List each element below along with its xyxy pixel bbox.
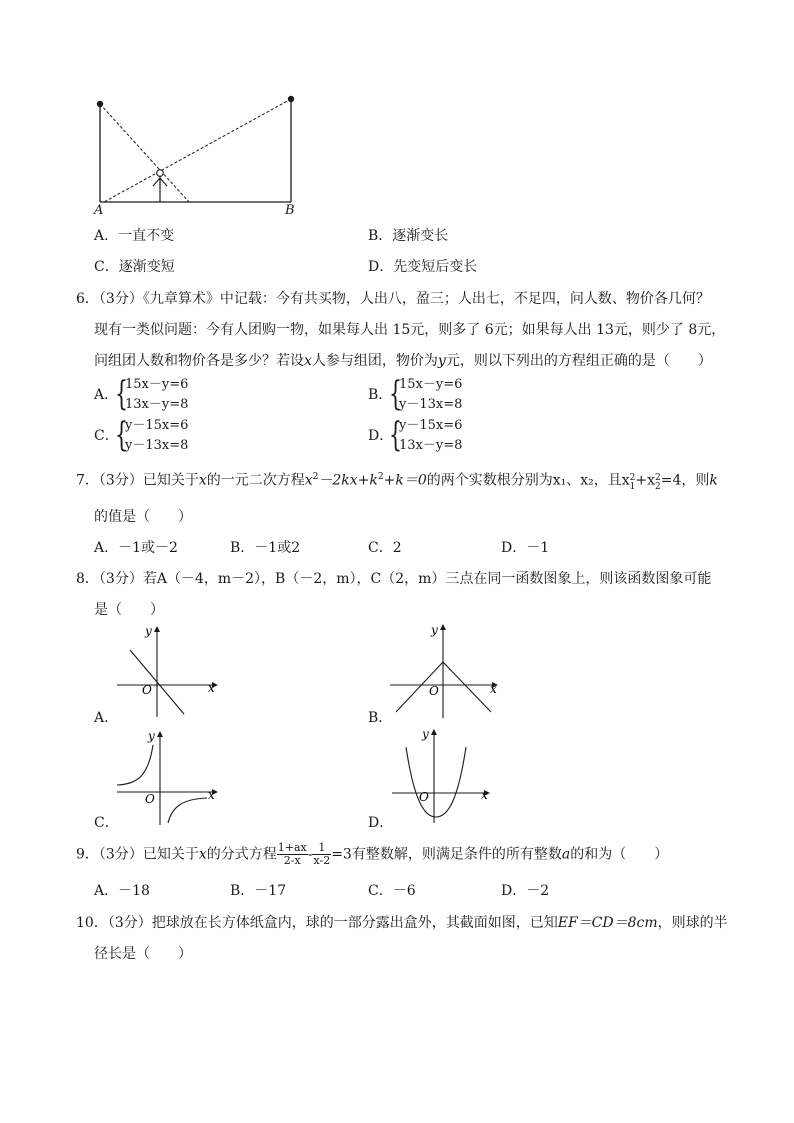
origin-label: O <box>145 792 155 806</box>
q7-option-c[interactable]: C．2 <box>368 540 402 556</box>
shadow-ray-left <box>100 104 189 202</box>
axis-y-label: y <box>145 624 152 638</box>
hyperbola-branch-left <box>117 745 153 785</box>
q6-option-b-system: 15x－y=6 y－13x=8 <box>399 377 463 412</box>
q7-line-1: 7．（3分）已知关于x的一元二次方程$x^2-2kx+k^2+k=0$的两个实数根分别为x₁、x₂，且x 2 1 +x 2 2 =4，则k <box>76 472 718 492</box>
person-arm-right <box>160 178 167 186</box>
label-a: A <box>94 203 104 218</box>
axis-y-label: y <box>431 623 438 637</box>
y-axis-arrow <box>157 731 163 737</box>
q7-line-2: 的值是（ ） <box>94 509 192 525</box>
q8-graph-a <box>112 622 222 717</box>
q6-line-1: 6．（3分）《九章算术》中记载：今有共买物，人出八，盈三；人出七，不足四，问人数、物价各几何？ <box>76 291 710 307</box>
q6-option-a-brace: { <box>115 374 128 414</box>
person-arm-left <box>153 178 160 186</box>
hyperbola-branch-right <box>168 798 207 823</box>
q9-line-1: 9．（3分）已知关于x的分式方程 $\frac{1+ax}{2-x}$ - $\frac{1}{x-2}$ =3有整数解，则满足条件的所有整数a的和为（ ） <box>76 841 669 867</box>
q6-option-a[interactable]: A． <box>94 387 119 403</box>
q8-line-1: 8．（3分）若A（－4，m－2），B（－2，m），C（2，m）三点在同一函数图象上，则该函数图象可能 <box>76 571 712 587</box>
q8-option-b[interactable]: B． <box>368 710 393 726</box>
q10-line-1: 10．（3分）把球放在长方体纸盒内，球的一部分露出盒外，其截面如图，已知EF＝CD＝8cm，则球的半 <box>76 915 728 931</box>
q6-option-d[interactable]: D． <box>368 428 394 444</box>
q6-option-c-brace: { <box>115 415 128 455</box>
q6-line-2: 现有一类似问题：今有人团购一物，如果每人出 15元，则多了 6元；如果每人出 13元，则少了 8元， <box>94 322 726 338</box>
q8-graph-d <box>388 725 498 825</box>
q9-option-a[interactable]: A．－18 <box>94 883 150 899</box>
q6-option-c-system: y－15x=6 y－13x=8 <box>125 418 189 453</box>
axis-x-label: x <box>208 788 215 802</box>
q6-line-3: 问组团人数和物价各是多少？若设x人参与组团，物价为y元，则以下列出的方程组正确的是（ ） <box>94 353 712 369</box>
q8-option-d[interactable]: D． <box>368 815 394 831</box>
q6-option-b[interactable]: B． <box>368 387 393 403</box>
y-axis-arrow <box>440 624 446 630</box>
q8-graph-b <box>388 620 503 720</box>
q8-line-2: 是（ ） <box>94 602 164 618</box>
q10-line-2: 径长是（ ） <box>94 946 192 962</box>
q5-option-c[interactable]: C．逐渐变短 <box>94 259 175 275</box>
q5-option-b[interactable]: B．逐渐变长 <box>368 228 449 244</box>
parabola <box>406 747 466 817</box>
origin-label: O <box>419 790 429 804</box>
origin-label: O <box>429 684 439 698</box>
q5-option-d[interactable]: D．先变短后变长 <box>368 259 478 275</box>
axis-x-label: x <box>208 681 215 695</box>
q9-fraction-1: $\frac{1+ax}{2-x}$ <box>277 841 307 867</box>
q8-graph-c <box>112 727 222 827</box>
q9-option-d[interactable]: D．－2 <box>501 883 550 899</box>
axis-x-label: x <box>481 788 488 802</box>
q9-fraction-2: $\frac{1}{x-2}$ <box>313 841 331 867</box>
shadow-ray-right <box>104 99 291 202</box>
q8-option-c[interactable]: C． <box>94 815 119 831</box>
y-axis-arrow <box>431 729 437 735</box>
q6-option-a-system: 15x－y=6 13x－y=8 <box>125 377 189 412</box>
q8-option-a[interactable]: A． <box>94 710 119 726</box>
q6-option-d-brace: { <box>389 415 402 455</box>
q5-figure <box>90 90 310 225</box>
label-b: B <box>285 203 295 218</box>
q6-option-d-system: y－15x=6 13x－y=8 <box>399 418 463 453</box>
axis-y-label: y <box>148 729 155 743</box>
q6-option-b-brace: { <box>389 374 402 414</box>
q5-option-a[interactable]: A．一直不变 <box>94 228 175 244</box>
axis-y-label: y <box>422 727 429 741</box>
person-head <box>157 170 164 177</box>
q7-option-d[interactable]: D．－1 <box>501 540 550 556</box>
y-axis-arrow <box>154 626 160 632</box>
q9-option-b[interactable]: B．－17 <box>230 883 287 899</box>
origin-label: O <box>142 683 152 697</box>
q7-option-b[interactable]: B．－1或2 <box>230 540 301 556</box>
q9-option-c[interactable]: C．－6 <box>368 883 416 899</box>
q7-option-a[interactable]: A．－1或－2 <box>94 540 178 556</box>
axis-x-label: x <box>490 682 497 696</box>
q6-option-c[interactable]: C． <box>94 428 119 444</box>
